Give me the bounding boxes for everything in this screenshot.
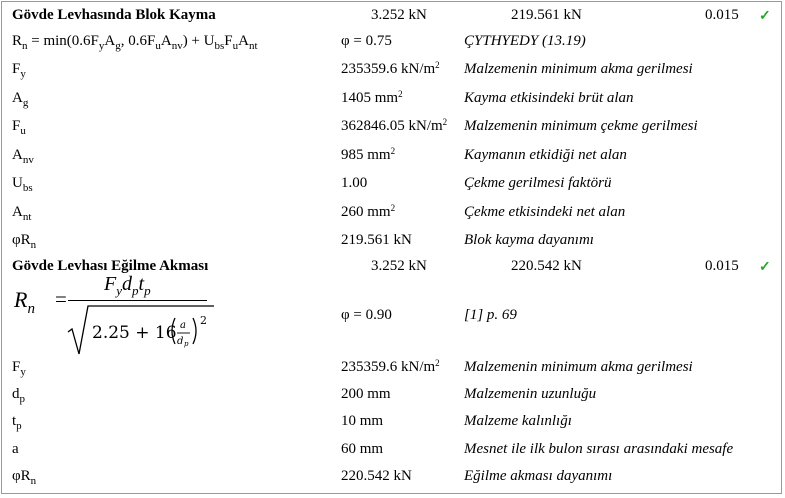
ratio-value: 0.015 xyxy=(705,7,739,23)
parameter-symbol: $t_p$ xyxy=(12,413,22,433)
svg-text:2: 2 xyxy=(200,314,207,327)
svg-text:d: d xyxy=(177,336,184,347)
parameter-symbol: $F_y$ xyxy=(12,359,26,378)
capacity-value: 220.542 kN xyxy=(511,258,582,274)
parameter-value: 219.561 kN xyxy=(341,232,412,248)
parameter-value: 1.00 xyxy=(341,175,368,191)
formula-text: $R_n = \min(0.6F_yA_g$, $0.6F_uA_{nv}) + U_{bs}F_uA_{nt}$ xyxy=(12,33,258,52)
demand-value: 3.252 kN xyxy=(371,258,427,274)
section-title: Gövde Levhasında Blok Kayma xyxy=(12,7,216,23)
parameter-description: Kayma etkisindeki brüt alan xyxy=(464,89,634,106)
parameter-symbol: $\varphi R_n$ xyxy=(12,467,37,487)
parameter-description: Çekme gerilmesi faktörü xyxy=(464,175,612,191)
check-icon: ✓ xyxy=(759,9,771,24)
parameter-description: Mesnet ile ilk bulon sırası arasındaki mesafe xyxy=(464,440,734,457)
parameter-symbol: $F_u$ xyxy=(12,118,26,137)
calculation-sheet xyxy=(1,1,782,494)
parameter-symbol: $A_{nt}$ xyxy=(12,203,32,223)
parameter-value: 220.542 kN xyxy=(341,467,412,484)
parameter-symbol: a xyxy=(12,440,19,457)
svg-text:a: a xyxy=(180,320,186,331)
parameter-symbol: $U_{bs}$ xyxy=(12,175,33,194)
parameter-value: 985 $mm^2$ xyxy=(341,145,396,163)
parameter-description: Malzemenin minimum çekme gerilmesi xyxy=(464,118,698,134)
parameter-symbol: $d_p$ xyxy=(12,386,25,406)
check-icon: ✓ xyxy=(759,260,771,275)
parameter-description: Malzeme kalınlığı xyxy=(464,413,572,430)
capacity-value: 219.561 kN xyxy=(511,7,582,23)
parameter-description: Malzemenin minimum akma gerilmesi xyxy=(464,359,693,375)
parameter-description: Eğilme akması dayanımı xyxy=(464,467,613,484)
parameter-description: Malzemenin minimum akma gerilmesi xyxy=(464,61,693,77)
parameter-description: Çekme etkisindeki net alan xyxy=(464,203,626,220)
parameter-description: Kaymanın etkidiği net alan xyxy=(464,146,627,163)
svg-text:2.25 + 16: 2.25 + 16 xyxy=(92,323,177,343)
parameter-symbol: $F_y$ xyxy=(12,61,26,80)
demand-value: 3.252 kN xyxy=(371,7,427,23)
flexural-yield-formula: $R_n$ = $F_yd_pt_p$ 2.25 + 16 a d p 2 xyxy=(12,273,222,359)
parameter-symbol: $\varphi R_n$ xyxy=(12,232,37,251)
reference-text: ÇYTHYEDY (13.19) xyxy=(464,33,586,49)
parameter-description: Malzemenin uzunluğu xyxy=(464,386,597,403)
svg-text:p: p xyxy=(184,340,189,348)
parameter-value: 200 mm xyxy=(341,386,391,403)
phi-value: φ = 0.90 xyxy=(341,307,392,323)
parameter-symbol: $A_{nv}$ xyxy=(12,146,34,166)
parameter-value: 235359.6 $kN/m^2$ xyxy=(341,358,440,375)
parameter-value: 60 mm xyxy=(341,440,384,457)
parameter-value: 260 $mm^2$ xyxy=(341,202,396,220)
parameter-value: 362846.05 $kN/m^2$ xyxy=(341,117,448,134)
section-title: Gövde Levhası Eğilme Akması xyxy=(12,258,209,274)
reference-text: [1] p. 69 xyxy=(464,307,517,323)
parameter-symbol: $A_g$ xyxy=(12,89,29,109)
parameter-value: 1405 $mm^2$ xyxy=(341,88,403,106)
ratio-value: 0.015 xyxy=(705,258,739,274)
parameter-value: 10 mm xyxy=(341,413,384,430)
phi-value: φ = 0.75 xyxy=(341,33,392,49)
parameter-description: Blok kayma dayanımı xyxy=(464,232,594,248)
parameter-value: 235359.6 $kN/m^2$ xyxy=(341,60,440,77)
